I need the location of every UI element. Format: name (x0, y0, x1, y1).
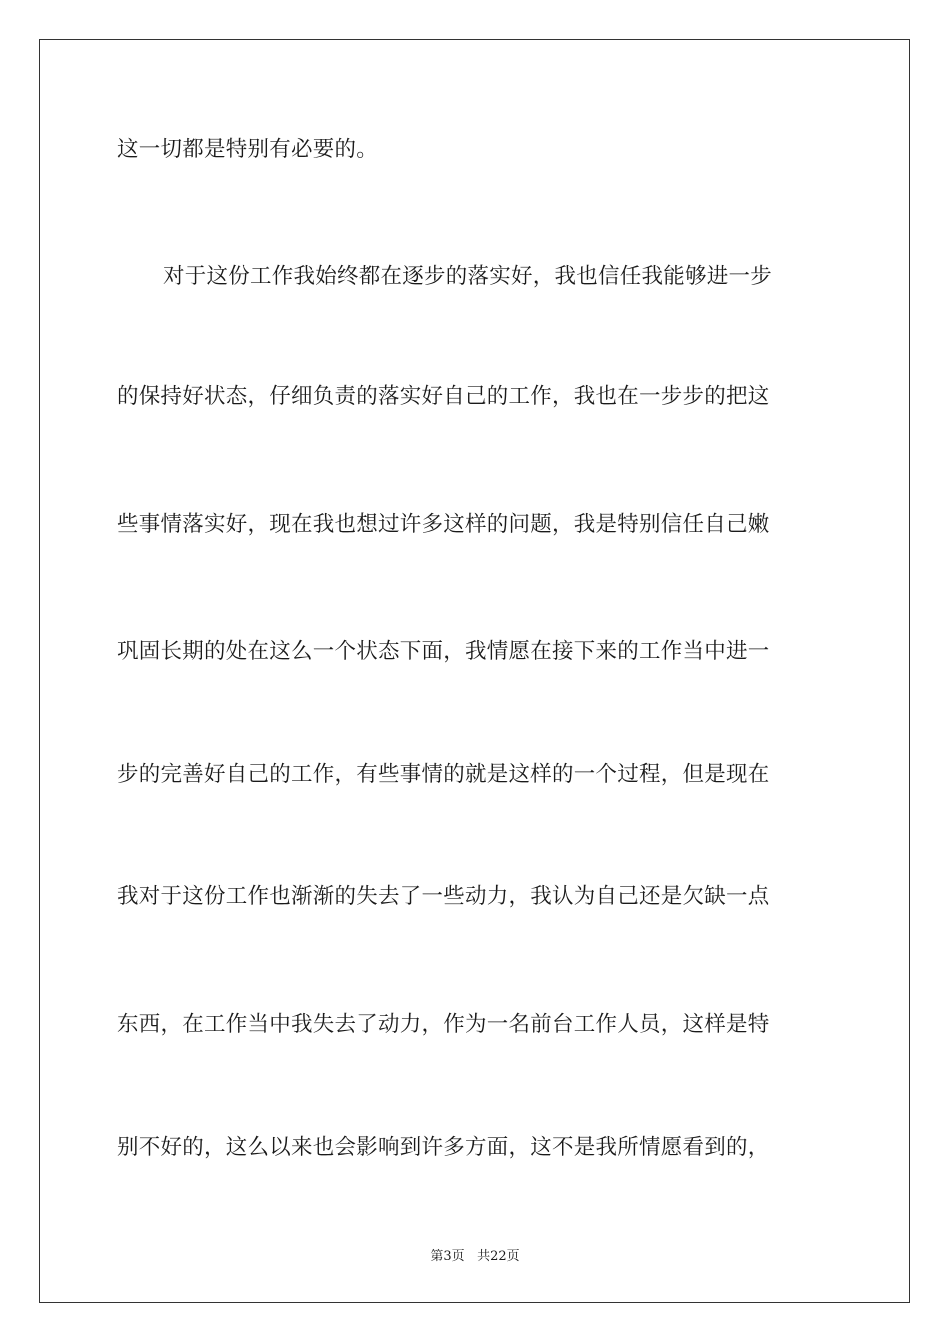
text-line: 这一切都是特别有必要的。 (117, 137, 379, 162)
text-line: 步的完善好自己的工作，有些事情的就是这样的一个过程，但是现在 (117, 762, 770, 787)
page-total: 共22页 (477, 1249, 520, 1264)
text-line: 别不好的，这么以来也会影响到许多方面，这不是我所情愿看到的， (117, 1135, 770, 1160)
text-line: 的保持好状态，仔细负责的落实好自己的工作，我也在一步步的把这 (117, 384, 770, 409)
page-footer (0, 1248, 950, 1266)
page-number: 第3页 (430, 1249, 465, 1264)
text-line: 巩固长期的处在这么一个状态下面，我情愿在接下来的工作当中进一 (117, 639, 770, 664)
paragraph-first-line: 对于这份工作我始终都在逐步的落实好，我也信任我能够进一步 (163, 264, 773, 289)
text-line: 东西，在工作当中我失去了动力，作为一名前台工作人员，这样是特 (117, 1012, 770, 1037)
text-line: 我对于这份工作也渐渐的失去了一些动力，我认为自己还是欠缺一点 (117, 884, 770, 909)
text-line: 些事情落实好，现在我也想过许多这样的问题，我是特别信任自己嫩 (117, 512, 770, 537)
page-border (39, 39, 910, 1303)
